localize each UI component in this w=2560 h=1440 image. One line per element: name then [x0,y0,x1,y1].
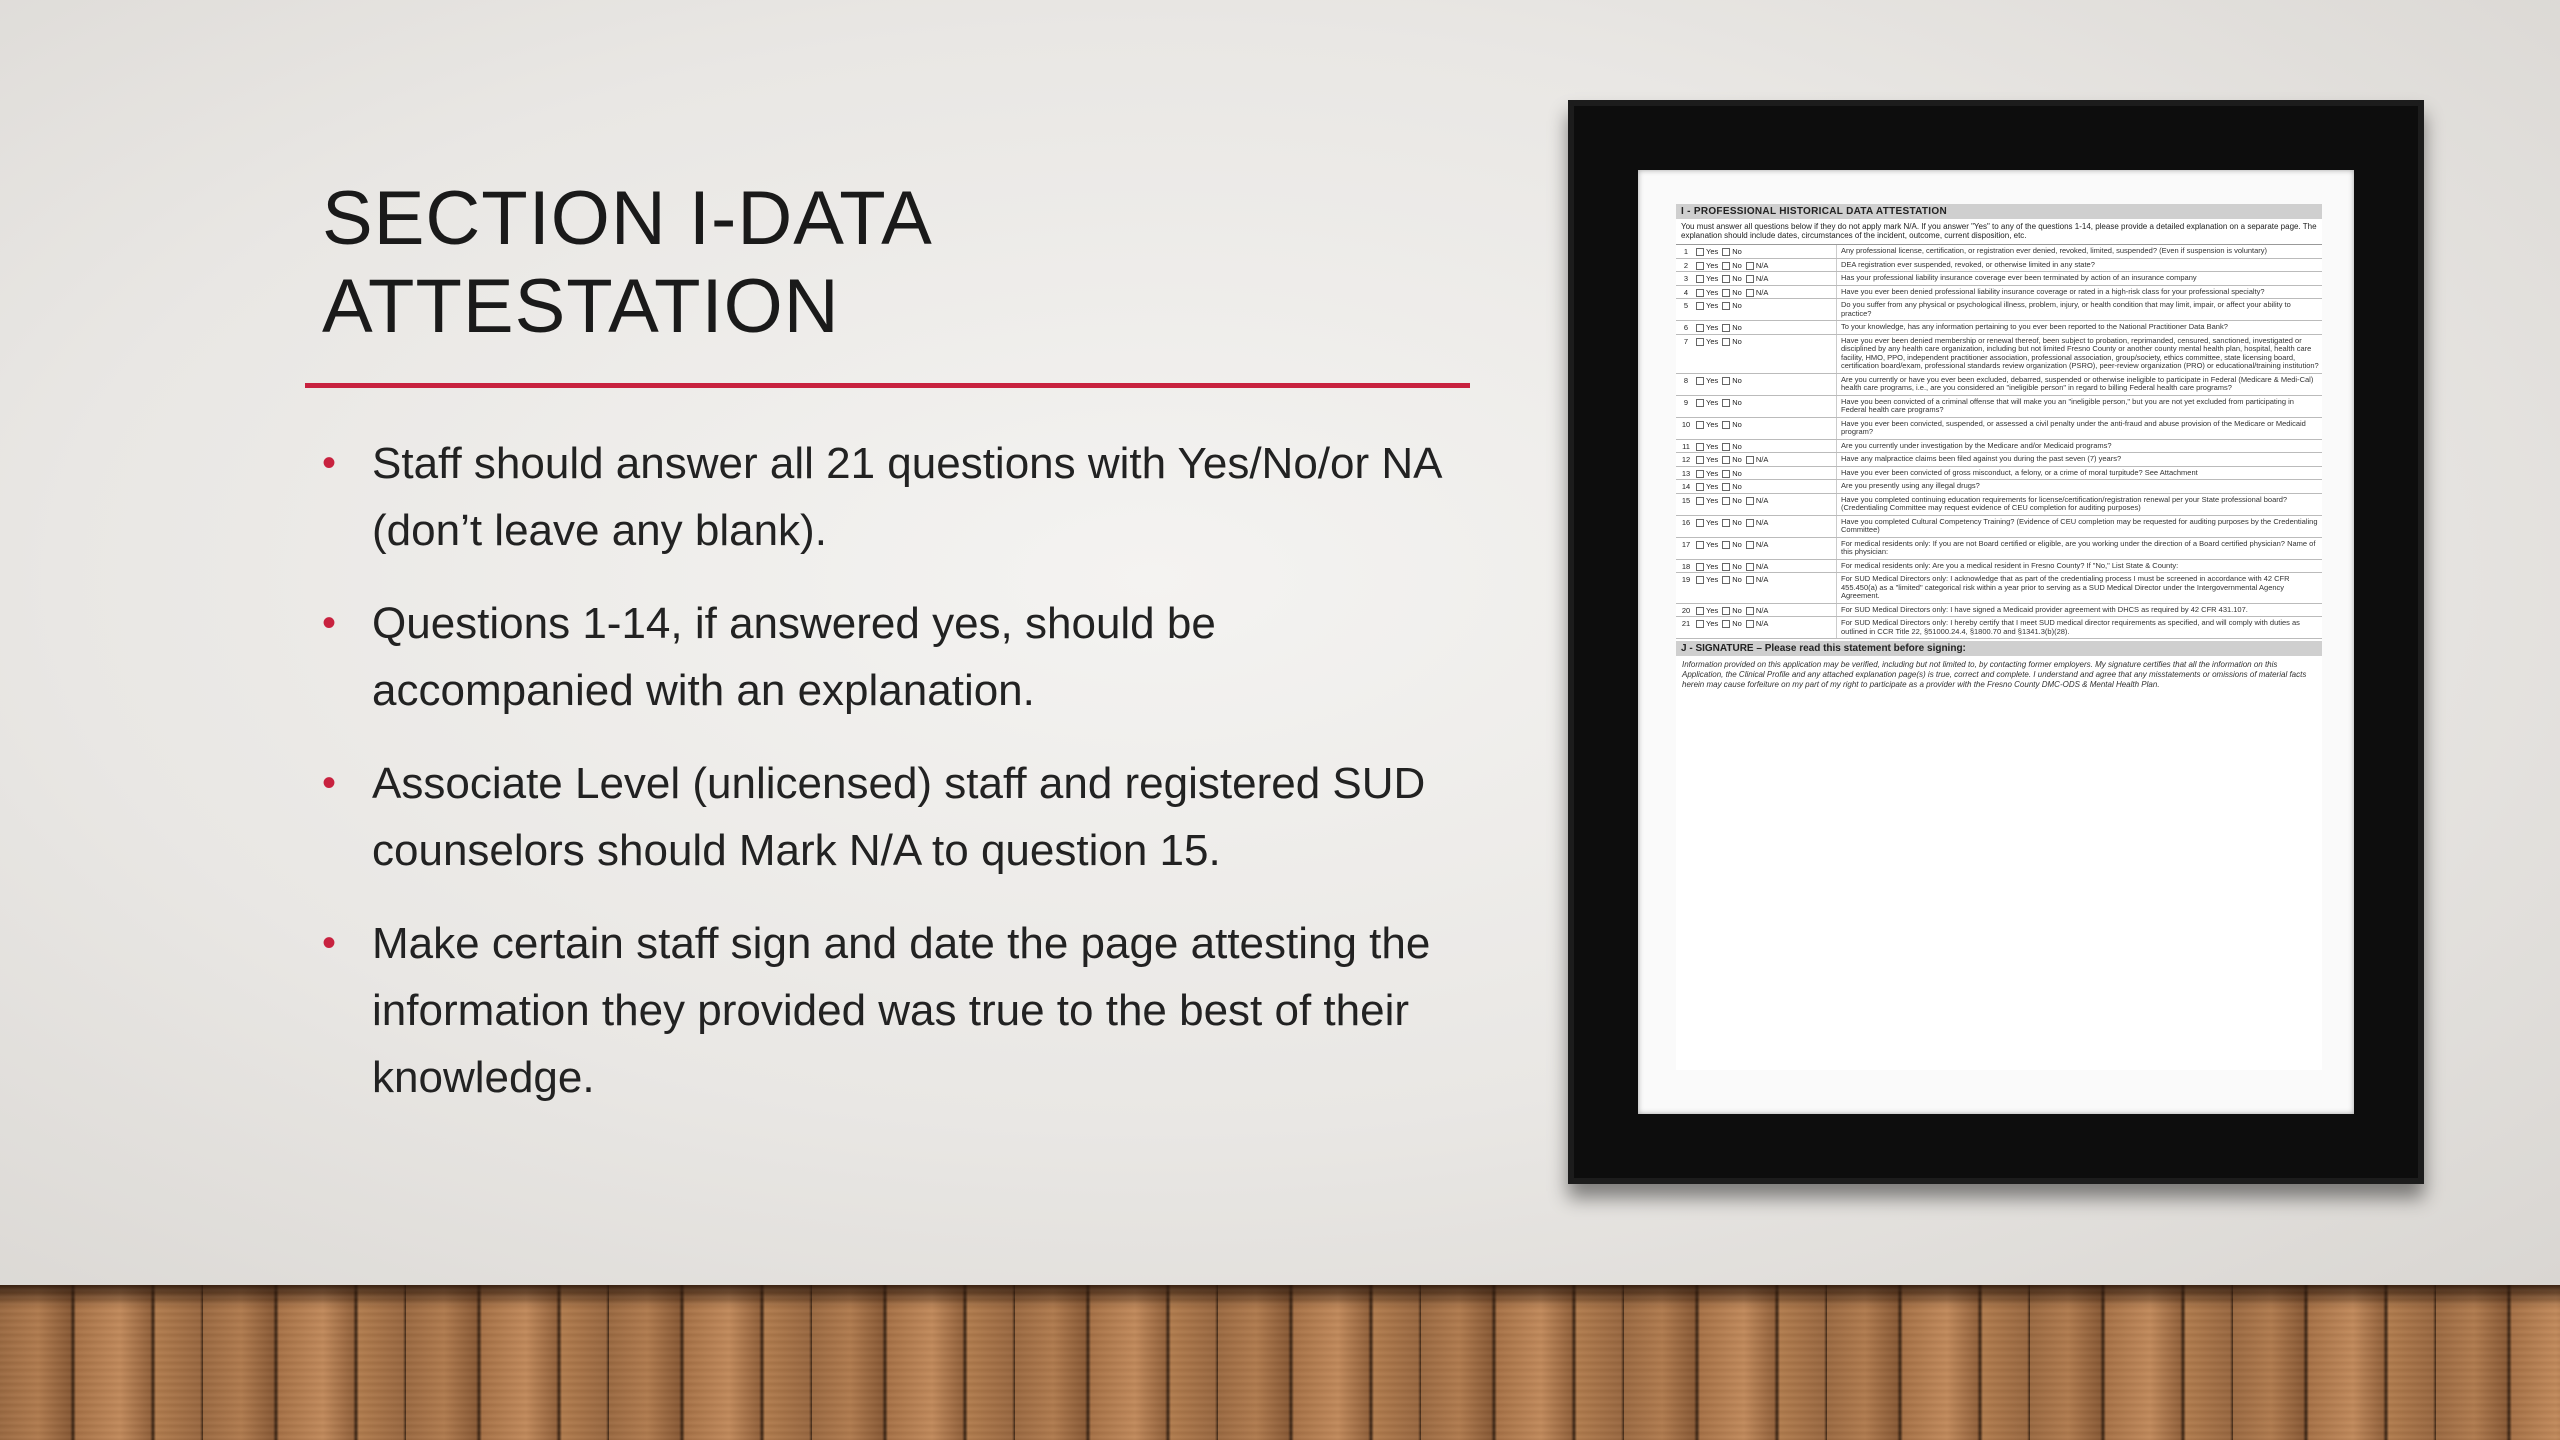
form-question-row [1676,418,2322,440]
question-number: 8 [1683,375,1689,385]
option-label: No [1732,561,1742,571]
question-text: DEA registration ever suspended, revoked, or otherwise limited in any state? [1836,259,2322,272]
option-label: N/A [1755,455,1769,464]
bullet-item [322,750,1452,884]
form-question-row [1676,538,2322,560]
checkbox-icon [1746,519,1754,527]
checkbox-icon [1696,519,1704,527]
question-number: 10 [1681,419,1691,429]
checkbox-icon [1722,620,1730,628]
bullet-text: Staff should answer all 21 questions with Yes/No/or NA (don’t leave any blank). [372,439,1441,555]
option-label: Yes [1706,336,1719,346]
option-yes [1696,483,1718,493]
answer-options [1696,286,1836,299]
option-yes [1696,576,1718,603]
wood-floor [0,1285,2560,1440]
question-text: Have you completed Cultural Competency Training? (Evidence of CEU completion may be requested for auditing purposes by the Credentialing Committee) [1836,516,2322,537]
form-question-row [1676,396,2322,418]
option-label: No [1732,605,1742,615]
option-label: Yes [1706,575,1719,584]
option-no [1722,607,1742,617]
form-question-row [1676,440,2322,454]
checkbox-icon [1696,324,1704,332]
bullet-item [322,430,1452,564]
answer-options [1696,418,1836,439]
question-text: For medical residents only: If you are not Board certified or eligible, are you working under the direction of a Board certified physician? Name of this physician: [1836,538,2322,559]
checkbox-icon [1696,377,1704,385]
checkbox-icon [1696,483,1704,491]
option-label: No [1732,441,1742,451]
option-yes [1696,607,1718,617]
option-yes [1696,338,1718,373]
option-yes [1696,497,1718,515]
option-label: Yes [1706,247,1719,256]
option-no [1722,443,1742,453]
checkbox-icon [1722,541,1730,549]
answer-options [1696,604,1836,617]
option-yes [1696,302,1718,320]
option-label: No [1732,419,1742,429]
option-label: No [1732,375,1742,385]
option-yes [1696,443,1718,453]
question-number: 7 [1683,336,1689,346]
question-number: 6 [1683,323,1689,332]
option-no [1722,289,1742,299]
option-label: N/A [1755,287,1769,297]
signature-section-header: J - SIGNATURE – Please read this statement before signing: [1676,641,2322,656]
option-na [1746,541,1769,559]
option-label: No [1732,539,1742,549]
checkbox-icon [1722,275,1730,283]
form-instructions: You must answer all questions below if they do not apply mark N/A. If you answer "Yes" to any of the questions 1-14, please provide a detailed explanation on a separate page. The explanation should include dates, circumstances of the incident, outcome, current disposition, etc. [1676,219,2322,245]
answer-options [1696,272,1836,285]
option-no [1722,262,1742,272]
checkbox-icon [1696,576,1704,584]
option-no [1722,576,1742,603]
option-label: N/A [1755,517,1769,527]
form-question-row [1676,272,2322,286]
form-question-row [1676,286,2322,300]
checkbox-icon [1746,456,1754,464]
option-label: No [1732,301,1742,310]
checkbox-icon [1696,302,1704,310]
checkbox-icon [1722,456,1730,464]
checkbox-icon [1722,377,1730,385]
form-question-row [1676,467,2322,481]
option-label: No [1732,274,1742,283]
question-number: 13 [1681,468,1691,478]
checkbox-icon [1722,399,1730,407]
option-no [1722,519,1742,537]
option-no [1722,421,1742,439]
option-label: Yes [1706,375,1719,385]
answer-options [1696,560,1836,573]
answer-options [1696,299,1836,320]
checkbox-icon [1722,248,1730,256]
option-yes [1696,399,1718,417]
question-number: 21 [1681,619,1691,628]
option-yes [1696,275,1718,285]
option-label: Yes [1706,419,1719,429]
option-label: Yes [1706,605,1719,615]
answer-options [1696,516,1836,537]
question-text: Do you suffer from any physical or psychological illness, problem, injury, or health condition that may limit, impair, or affect your ability to practice? [1836,299,2322,320]
checkbox-icon [1696,421,1704,429]
checkbox-icon [1722,607,1730,615]
checkbox-icon [1696,399,1704,407]
option-no [1722,497,1742,515]
option-label: No [1732,619,1742,628]
answer-options [1696,480,1836,493]
question-text: For SUD Medical Directors only: I have signed a Medicaid provider agreement with DHCS as required by 42 CFR 431.107. [1836,604,2322,617]
question-text: Have you ever been convicted, suspended, or assessed a civil penalty under the anti-fraud and abuse provision of the Medicare or Medicaid program? [1836,418,2322,439]
checkbox-icon [1722,324,1730,332]
answer-options [1696,453,1836,466]
option-label: Yes [1706,287,1719,297]
option-label: No [1732,336,1742,346]
answer-options [1696,440,1836,453]
question-number: 12 [1681,455,1691,464]
option-label: N/A [1755,260,1769,270]
option-label: Yes [1706,323,1719,332]
option-label: Yes [1706,482,1719,491]
option-na [1746,289,1769,299]
option-label: No [1732,247,1742,256]
form-question-row [1676,259,2322,273]
option-no [1722,541,1742,559]
checkbox-icon [1696,470,1704,478]
picture-frame [1568,100,2424,1184]
attestation-form-image [1676,204,2322,1070]
option-label: N/A [1755,274,1769,283]
form-section-header: I - PROFESSIONAL HISTORICAL DATA ATTESTATION [1676,204,2322,219]
option-label: N/A [1755,605,1769,615]
question-text: Are you currently or have you ever been excluded, debarred, suspended or otherwise ineligible to participate in Federal (Medicare & Medi-Cal) health care programs, i.e., are you considered an "ineligible person" in regard to billing Federal health care programs? [1836,374,2322,395]
option-label: No [1732,287,1742,297]
form-question-row [1676,374,2322,396]
option-na [1746,563,1769,573]
option-yes [1696,519,1718,537]
option-label: Yes [1706,468,1719,478]
checkbox-icon [1746,563,1754,571]
checkbox-icon [1722,302,1730,310]
option-na [1746,497,1769,515]
checkbox-icon [1696,275,1704,283]
question-text: Are you presently using any illegal drugs? [1836,480,2322,493]
checkbox-icon [1696,541,1704,549]
option-label: Yes [1706,397,1719,407]
option-yes [1696,470,1718,480]
question-number: 9 [1683,397,1689,407]
option-yes [1696,262,1718,272]
question-text: Have you ever been denied professional liability insurance coverage or rated in a high-risk class for your professional specialty? [1836,286,2322,299]
question-number: 11 [1682,441,1690,451]
checkbox-icon [1696,607,1704,615]
option-label: Yes [1706,260,1719,270]
checkbox-icon [1746,576,1754,584]
answer-options [1696,617,1836,638]
checkbox-icon [1746,289,1754,297]
option-label: No [1732,323,1742,332]
checkbox-icon [1696,289,1704,297]
bullet-item [322,590,1452,724]
option-na [1746,456,1769,466]
option-na [1746,607,1769,617]
form-question-list [1676,245,2322,639]
question-number: 19 [1681,575,1691,584]
option-label: Yes [1706,619,1719,628]
checkbox-icon [1696,443,1704,451]
option-no [1722,620,1742,638]
question-number: 3 [1683,274,1689,283]
option-label: No [1732,397,1742,407]
question-text: Has your professional liability insurance coverage ever been terminated by action of an insurance company [1836,272,2322,285]
option-yes [1696,377,1718,395]
question-number: 18 [1681,561,1691,571]
form-question-row [1676,245,2322,259]
option-yes [1696,563,1718,573]
signature-statement: Information provided on this application may be verified, including but not limited to, by contacting former employers. My signature certifies that all the information on this Application, the Clinical Profile and any attached explanation page(s) is true, correct and complete. I understand and agree that any misstatements or omissions of material facts herein may cause forfeiture on my part of my right to participate as a provider with the Fresno County DMC-ODS & Mental Health Plan. [1682,660,2307,689]
option-label: No [1732,495,1742,505]
checkbox-icon [1696,456,1704,464]
form-question-row [1676,494,2322,516]
title-divider [305,383,1470,388]
form-question-row [1676,321,2322,335]
bullet-text: Associate Level (unlicensed) staff and registered SUD counselors should Mark N/A to question 15. [372,759,1426,875]
answer-options [1696,335,1836,373]
option-no [1722,483,1742,493]
form-question-row [1676,560,2322,574]
form-question-row [1676,480,2322,494]
checkbox-icon [1722,421,1730,429]
option-label: N/A [1755,495,1769,505]
checkbox-icon [1722,262,1730,270]
question-number: 16 [1681,517,1691,527]
option-no [1722,399,1742,417]
option-yes [1696,620,1718,638]
answer-options [1696,245,1836,258]
option-no [1722,275,1742,285]
option-label: No [1732,517,1742,527]
question-number: 4 [1683,287,1689,297]
option-label: No [1732,575,1742,584]
option-label: N/A [1755,539,1769,549]
answer-options [1696,259,1836,272]
option-na [1746,262,1769,272]
option-label: N/A [1755,619,1769,628]
question-text: Have you been convicted of a criminal offense that will make you an "ineligible person," but you are not yet excluded from participating in Federal health care programs? [1836,396,2322,417]
checkbox-icon [1746,275,1754,283]
answer-options [1696,538,1836,559]
option-no [1722,377,1742,395]
checkbox-icon [1722,497,1730,505]
checkbox-icon [1746,620,1754,628]
form-question-row [1676,573,2322,604]
form-question-row [1676,604,2322,618]
question-text: For SUD Medical Directors only: I hereby certify that I meet SUD medical director requirements as specified, and will comply with duties as outlined in CCR Title 22, §51000.24.4, §1800.70 and §1341.3(b)(28). [1836,617,2322,638]
bullet-icon: • [322,761,337,805]
question-text: Have you ever been denied membership or renewal thereof, been subject to probation, reprimanded, censured, sanctioned, investigated or disciplined by any health care organization, including but not limited Fresno County or another county mental health plan, hospital, health care facility, HMO, PPO, independent practitioner association, professional association, group/society, ethics committee, state licensing board, certification board/exam, professional standards review organization (PSRO), peer-review organization (PRO) or educational/training institution? [1836,335,2322,373]
option-no [1722,470,1742,480]
option-label: Yes [1706,539,1719,549]
option-label: N/A [1755,561,1769,571]
question-number: 2 [1683,260,1689,270]
option-no [1722,456,1742,466]
checkbox-icon [1722,338,1730,346]
checkbox-icon [1722,519,1730,527]
option-label: No [1732,455,1742,464]
option-na [1746,519,1769,537]
option-label: No [1732,482,1742,491]
checkbox-icon [1696,620,1704,628]
bullet-text: Questions 1-14, if answered yes, should be accompanied with an explanation. [372,599,1216,715]
option-label: Yes [1706,495,1719,505]
bullet-list [322,430,1452,1137]
question-text: Have you completed continuing education requirements for license/certification/registration renewal per your State professional board? (Credentialing Committee may request evidence of CEU completion for auditing purposes) [1836,494,2322,515]
checkbox-icon [1746,497,1754,505]
answer-options [1696,321,1836,334]
answer-options [1696,374,1836,395]
option-label: Yes [1706,274,1719,283]
option-na [1746,576,1769,603]
answer-options [1696,573,1836,603]
frame-mat [1638,170,2354,1114]
option-label: Yes [1706,561,1719,571]
checkbox-icon [1696,248,1704,256]
option-no [1722,248,1742,258]
form-question-row [1676,453,2322,467]
slide-title: SECTION I-DATA ATTESTATION [322,176,929,349]
question-text: For medical residents only: Are you a medical resident in Fresno County? If "No," List State & County: [1836,560,2322,573]
bullet-item [322,910,1452,1111]
checkbox-icon [1746,607,1754,615]
option-no [1722,338,1742,373]
question-number: 14 [1681,482,1691,491]
option-no [1722,324,1742,334]
question-number: 20 [1681,605,1691,615]
option-label: Yes [1706,455,1719,464]
option-no [1722,563,1742,573]
checkbox-icon [1722,289,1730,297]
bullet-icon: • [322,601,337,645]
form-question-row [1676,335,2322,374]
option-label: No [1732,468,1742,478]
question-text: To your knowledge, has any information pertaining to you ever been reported to the National Practitioner Data Bank? [1836,321,2322,334]
question-number: 1 [1683,247,1689,256]
checkbox-icon [1722,576,1730,584]
option-yes [1696,248,1718,258]
answer-options [1696,467,1836,480]
option-yes [1696,456,1718,466]
option-yes [1696,541,1718,559]
question-text: Have you ever been convicted of gross misconduct, a felony, or a crime of moral turpitude? See Attachment [1836,467,2322,480]
question-text: Any professional license, certification, or registration ever denied, revoked, limited, suspended? (Even if suspension is voluntary) [1836,245,2322,258]
form-question-row [1676,299,2322,321]
checkbox-icon [1696,338,1704,346]
question-text: Are you currently under investigation by the Medicare and/or Medicaid programs? [1836,440,2322,453]
option-yes [1696,421,1718,439]
checkbox-icon [1722,443,1730,451]
answer-options [1696,494,1836,515]
option-label: No [1732,260,1742,270]
option-yes [1696,324,1718,334]
form-question-row [1676,617,2322,639]
checkbox-icon [1696,497,1704,505]
question-number: 15 [1681,495,1691,505]
question-text: Have any malpractice claims been filed against you during the past seven (7) years? [1836,453,2322,466]
option-no [1722,302,1742,320]
option-label: Yes [1706,301,1719,310]
option-label: N/A [1755,575,1769,584]
checkbox-icon [1722,563,1730,571]
question-text: For SUD Medical Directors only: I acknowledge that as part of the credentialing process I must be screened in accordance with 42 CFR 455.450(a) as a "limited" categorical risk within a year prior to serving as a SUD Medical Director under the Intergovernmental Agency Agreement. [1836,573,2322,603]
answer-options [1696,396,1836,417]
checkbox-icon [1746,541,1754,549]
question-number: 5 [1683,301,1689,310]
option-yes [1696,289,1718,299]
bullet-text: Make certain staff sign and date the page attesting the information they provided was true to the best of their knowledge. [372,919,1431,1102]
checkbox-icon [1696,262,1704,270]
checkbox-icon [1722,483,1730,491]
option-label: Yes [1706,517,1719,527]
bullet-icon: • [322,441,337,485]
option-label: Yes [1706,441,1719,451]
checkbox-icon [1696,563,1704,571]
bullet-icon: • [322,921,337,965]
checkbox-icon [1746,262,1754,270]
checkbox-icon [1722,470,1730,478]
form-question-row [1676,516,2322,538]
option-na [1746,275,1769,285]
question-number: 17 [1681,539,1691,549]
option-na [1746,620,1769,638]
